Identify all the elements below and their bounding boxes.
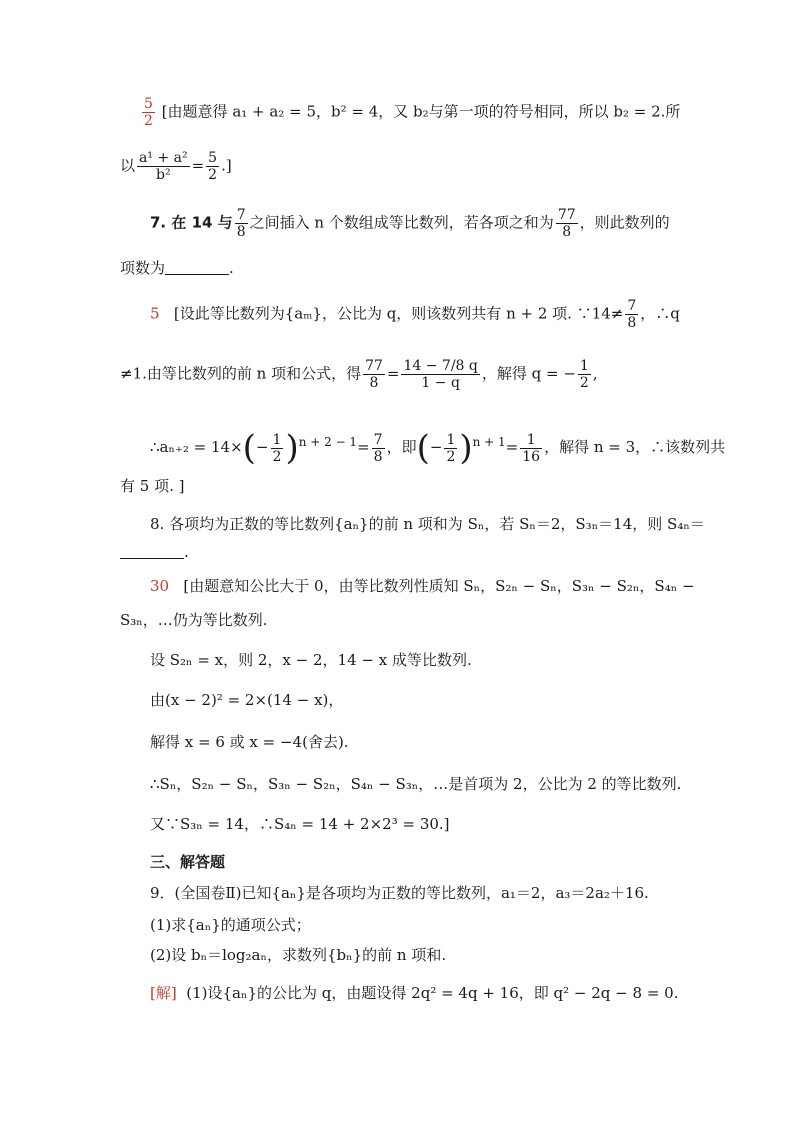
s7-fraction-7-8: $\frac{7}{8}$: [627, 298, 637, 331]
s8-line4: 由(x − 2)² = 2×(14 − x)，: [150, 691, 344, 709]
q8-line2: .: [120, 542, 189, 562]
q8-line1: 8. 各项均为正数的等比数列{aₙ}的前 n 项和为 Sₙ，若 Sₙ＝2，S₃ₙ＝14，则 S₄ₙ＝: [150, 515, 705, 533]
q9-line3: (2)设 bₙ＝log₂aₙ，求数列{bₙ}的前 n 项和.: [150, 946, 447, 964]
s8-line7: 又∵S₃ₙ = 14，∴S₄ₙ = 14 + 2×2³ = 30.]: [150, 815, 450, 833]
p6-solution-line2: 以 $\frac{\text{a¹ + a²}}{\text{b²}}$ = $\frac{5}{2}$ .]: [120, 150, 232, 183]
s7-fraction-neg-half-b: $\frac{1}{2}$: [446, 431, 456, 465]
p6-result-fraction: $\frac{5}{2}$: [208, 150, 218, 183]
s9-tag: [解]: [150, 984, 177, 1002]
q9-line1: 9．(全国卷Ⅱ)已知{aₙ}是各项均为正数的等比数列，a₁＝2，a₃＝2a₂＋16.: [150, 884, 649, 902]
s7-line4: 有 5 项. ]: [120, 477, 185, 495]
s7-answer: 5: [150, 304, 160, 323]
p6-answer-fraction: $\frac{5}{2}$: [144, 96, 153, 129]
s7-line1: 5 [设此等比数列为{aₘ}，公比为 q，则该数列共有 n + 2 项. ∵14≠ $\frac{7}{8}$ ，∴q: [150, 298, 680, 331]
q8-answer-blank: [120, 544, 184, 559]
s8-line3: 设 S₂ₙ = x，则 2，x − 2，14 − x 成等比数列.: [150, 651, 472, 669]
q7-line1: 7. 在 14 与 $\frac{7}{8}$ 之间插入 n 个数组成等比数列，若各项之和为 $\frac{77}{8}$ ，则此数列的: [150, 207, 670, 240]
s7-line3: ∴aₙ₊₂ = 14×(− $\frac{1}{2}$ )$^{n + 2 - 1}$= $\frac{7}{8}$ ，即(− $\frac{1}{2}$ )$^{n + 1}$= $\frac{1}{16}$ ，解得 n = 3，∴该数列共: [150, 428, 726, 468]
q7-fraction-77-8: $\frac{77}{8}$: [557, 207, 576, 240]
s8-line6: ∴Sₙ，S₂ₙ − Sₙ，S₃ₙ − S₂ₙ，S₄ₙ − S₃ₙ，…是首项为 2，公比为 2 的等比数列.: [150, 775, 682, 793]
s7-sum-fraction: $\frac{14 - 7/8 q}{1 - q}$: [403, 358, 478, 391]
q7-line2: 项数为 .: [120, 259, 234, 277]
s7-fraction-neg-half: $\frac{1}{2}$: [272, 431, 282, 465]
s8-line2: S₃ₙ，…仍为等比数列.: [120, 611, 268, 629]
section-heading: 三、解答题: [150, 853, 226, 871]
q9-line2: (1)求{aₙ}的通项公式；: [150, 916, 311, 934]
p6-ratio-fraction: $\frac{\text{a¹ + a²}}{\text{b²}}$: [139, 150, 188, 183]
s8-answer: 30: [150, 577, 170, 595]
s7-fraction-1-16: $\frac{1}{16}$: [522, 431, 541, 465]
s8-line5: 解得 x = 6 或 x = −4(舍去).: [150, 733, 349, 751]
s7-fraction-77-8: $\frac{77}{8}$: [365, 358, 383, 391]
p6-solution-text: [由题意得 a₁ + a₂ = 5，b² = 4，又 b₂与第一项的符号相同，所以 b₂ = 2.所: [161, 102, 681, 121]
s7-line2: ≠1.由等比数列的前 n 项和公式，得 $\frac{77}{8}$ = $\frac{14 - 7/8 q}{1 - q}$ ，解得 q = − $\frac{1}{2}$ ,: [120, 358, 598, 391]
s7-fraction-1-2: $\frac{1}{2}$: [579, 358, 589, 391]
s8-line1: 30 [由题意知公比大于 0，由等比数列性质知 Sₙ，S₂ₙ − Sₙ，S₃ₙ − S₂ₙ，S₄ₙ −: [150, 577, 695, 595]
s7-fraction-7-8b: $\frac{7}{8}$: [373, 431, 383, 465]
s9-line1: [解] (1)设{aₙ}的公比为 q，由题设得 2q² = 4q + 16，即 q² − 2q − 8 = 0.: [150, 984, 679, 1002]
q7-answer-blank: [165, 260, 229, 275]
p6-solution-line1: [140, 96, 680, 129]
q7-fraction-7-8: $\frac{7}{8}$: [236, 207, 246, 240]
